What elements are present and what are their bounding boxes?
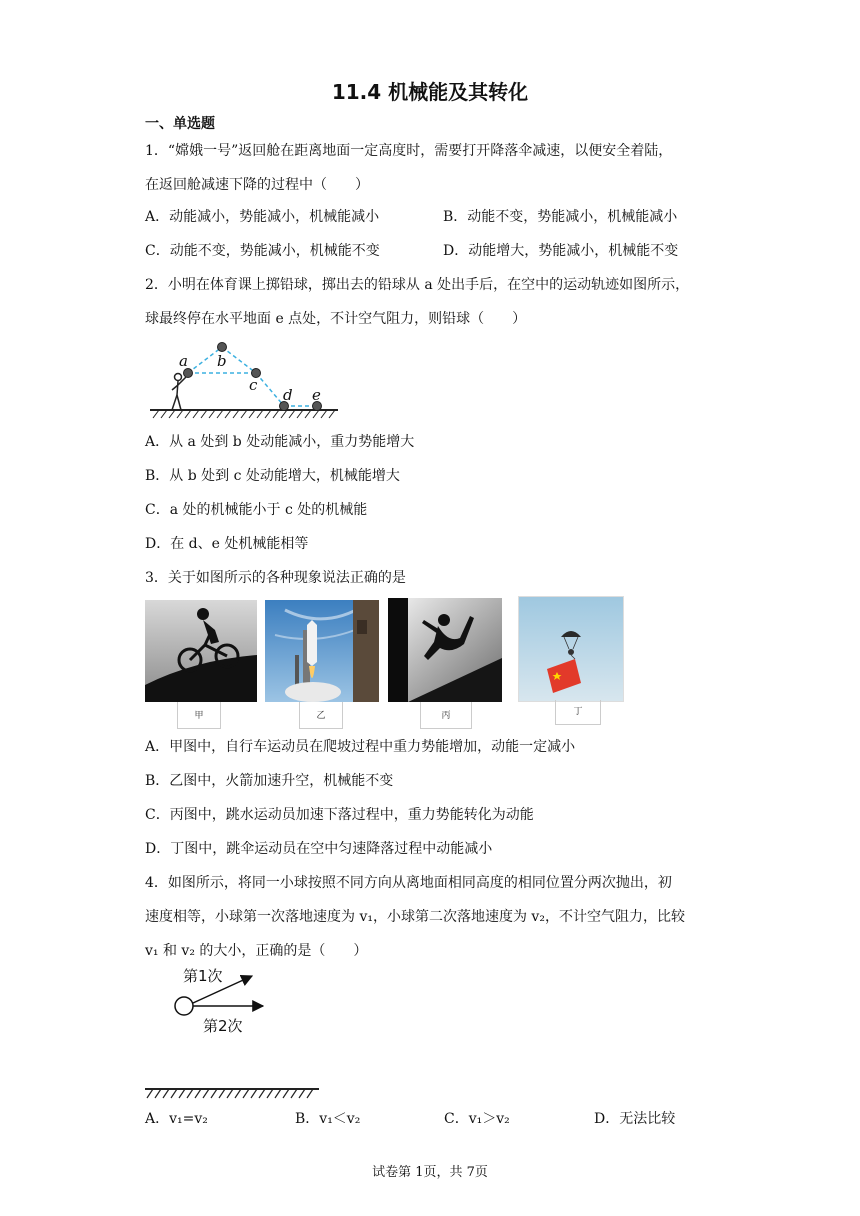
caption-box-bing xyxy=(420,702,472,729)
q3-option-a: A．甲图中，自行车运动员在爬坡过程中重力势能增加，动能一定减小 xyxy=(145,739,576,755)
photo-parachutist xyxy=(518,596,624,702)
q1-option-c: C．动能不变，势能减小，机械能不变 xyxy=(145,243,380,259)
ball xyxy=(175,997,193,1015)
photo-cyclist-climbing xyxy=(145,600,257,702)
q4-option-c: C．v₁＞v₂ xyxy=(444,1111,510,1127)
label-b: b xyxy=(217,352,227,370)
q2-stem-line2: 球最终停在水平地面 e 点处，不计空气阻力，则铅球（ ） xyxy=(145,311,527,327)
caption-bing: 丙 xyxy=(441,711,451,721)
photo-diver-falling xyxy=(388,598,502,702)
label-second-throw: 第2次 xyxy=(203,1017,243,1035)
ground-hatching xyxy=(153,410,335,418)
section-heading: 一、单选题 xyxy=(145,116,215,132)
q3-stem: 3．关于如图所示的各种现象说法正确的是 xyxy=(145,570,406,586)
caption-box-ding xyxy=(555,700,601,725)
thrower-figure xyxy=(172,374,187,411)
q3-option-b: B．乙图中，火箭加速升空，机械能不变 xyxy=(145,773,394,789)
caption-jia: 甲 xyxy=(194,711,204,721)
label-a: a xyxy=(179,352,188,370)
ball-throw-diagram xyxy=(165,962,275,1042)
q1-stem-line1: 1．“嫦娥一号”返回舱在距离地面一定高度时，需要打开降落伞减速，以便安全着陆， xyxy=(145,143,673,159)
caption-box-jia xyxy=(177,702,221,729)
q2-option-d: D．在 d、e 处机械能相等 xyxy=(145,536,309,552)
label-c: c xyxy=(249,376,258,394)
shot-put-trajectory-diagram xyxy=(145,338,345,420)
q1-option-d: D．动能增大，势能减小，机械能不变 xyxy=(443,243,679,259)
q4-stem-line2: 速度相等，小球第一次落地速度为 v₁，小球第二次落地速度为 v₂，不计空气阻力，比较 xyxy=(145,909,685,925)
caption-yi: 乙 xyxy=(316,711,326,721)
q3-option-d: D．丁图中，跳伞运动员在空中匀速降落过程中动能减小 xyxy=(145,841,493,857)
photo-rocket-launch xyxy=(265,600,379,702)
q2-stem-line1: 2．小明在体育课上掷铅球，掷出去的铅球从 a 处出手后，在空中的运动轨迹如图所示， xyxy=(145,277,690,293)
label-e: e xyxy=(312,386,321,404)
label-first-throw: 第1次 xyxy=(183,967,223,985)
q1-option-b: B．动能不变，势能减小，机械能减小 xyxy=(443,209,678,225)
q4-option-a: A．v₁=v₂ xyxy=(145,1111,208,1127)
q2-option-b: B．从 b 处到 c 处动能增大，机械能增大 xyxy=(145,468,400,484)
q1-option-a: A．动能减小，势能减小，机械能减小 xyxy=(145,209,380,225)
caption-ding: 丁 xyxy=(573,707,583,717)
page-title: 11.4 机械能及其转化 xyxy=(331,80,529,104)
q4-option-d: D．无法比较 xyxy=(594,1111,676,1127)
q4-stem-line1: 4．如图所示，将同一小球按照不同方向从离地面相同高度的相同位置分两次抛出，初 xyxy=(145,875,672,891)
q2-option-c: C．a 处的机械能小于 c 处的机械能 xyxy=(145,502,368,518)
q4-option-b: B．v₁＜v₂ xyxy=(295,1111,361,1127)
q2-option-a: A．从 a 处到 b 处动能减小，重力势能增大 xyxy=(145,434,415,450)
caption-box-yi xyxy=(299,702,343,729)
q1-stem-line2: 在返回舱减速下降的过程中（ ） xyxy=(145,177,369,193)
page-footer: 试卷第 1页，共 7页 xyxy=(372,1165,488,1180)
label-d: d xyxy=(283,386,293,404)
q3-option-c: C．丙图中，跳水运动员加速下落过程中，重力势能转化为动能 xyxy=(145,807,534,823)
q4-stem-line3: v₁ 和 v₂ 的大小，正确的是（ ） xyxy=(145,943,368,959)
ground-surface xyxy=(143,1086,323,1100)
